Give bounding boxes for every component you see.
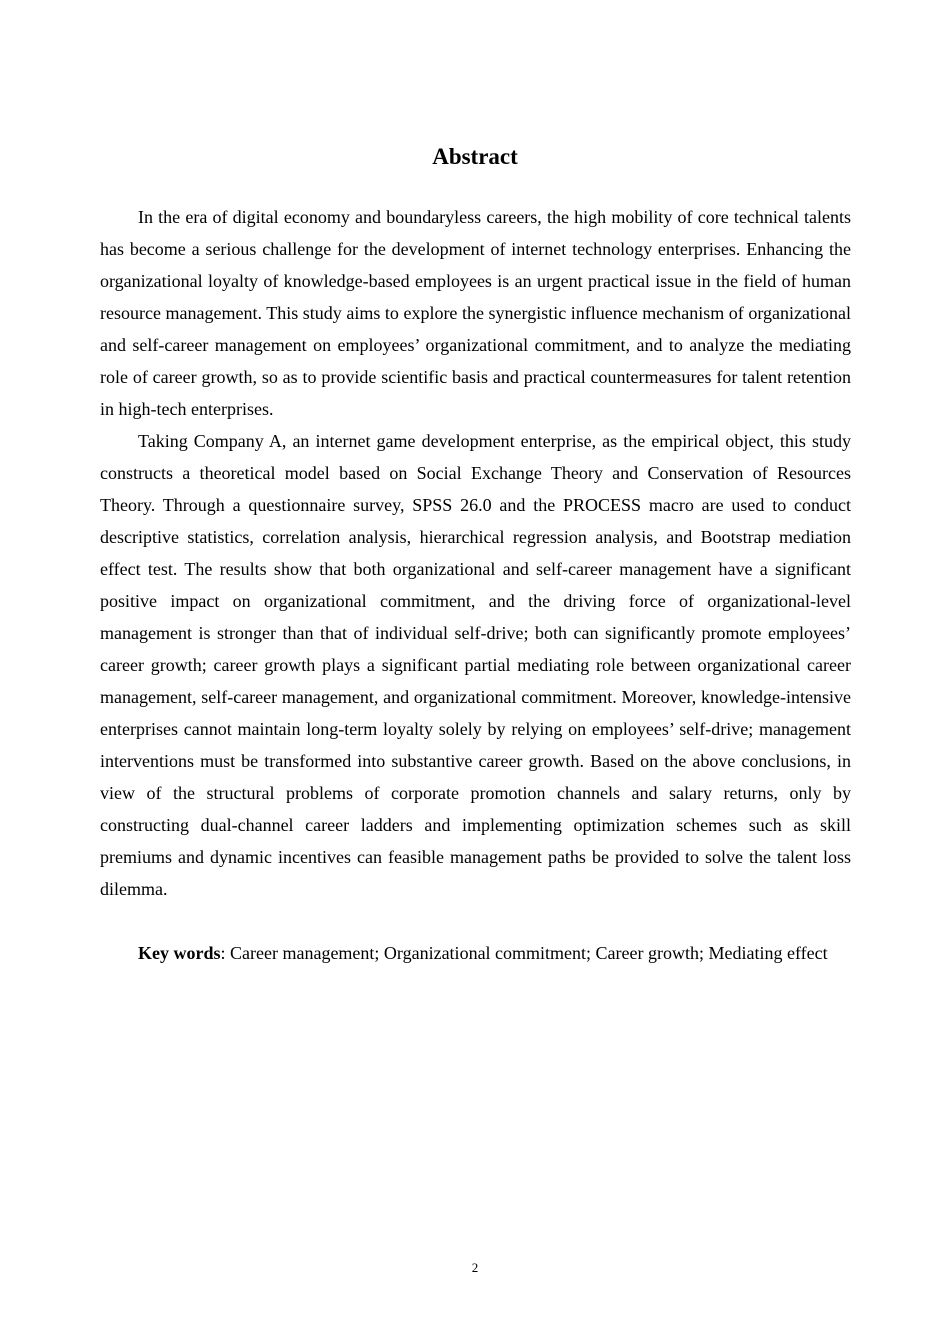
keywords-label: Key words	[138, 943, 221, 963]
keywords-text: : Career management; Organizational commitment; Career growth; Mediating effect	[220, 943, 828, 963]
abstract-paragraph-1: In the era of digital economy and boundaryless careers, the high mobility of core technical talents has become a serious challenge for the development of internet technology enterprises. Enhancing the organizational loyalty of knowledge-based employees is an urgent practical issue in the field of human resource management. This study aims to explore the synergistic influence mechanism of organizational and self-career management on employees’ organizational commitment, and to analyze the mediating role of career growth, so as to provide scientific basis and practical countermeasures for talent retention in high-tech enterprises.	[100, 207, 851, 419]
keywords-line	[100, 937, 851, 969]
abstract-title: Abstract	[432, 144, 518, 169]
abstract-body	[100, 201, 851, 969]
abstract-paragraph-2: Taking Company A, an internet game development enterprise, as the empirical object, this study constructs a theoretical model based on Social Exchange Theory and Conservation of Resources Theory. Through a questionnaire survey, SPSS 26.0 and the PROCESS macro are used to conduct descriptive statistics, correlation analysis, hierarchical regression analysis, and Bootstrap mediation effect test. The results show that both organizational and self-career management have a significant positive impact on organizational commitment, and the driving force of organizational-level management is stronger than that of individual self-drive; both can significantly promote employees’ career growth; career growth plays a significant partial mediating role between organizational career management, self-career management, and organizational commitment. Moreover, knowledge-intensive enterprises cannot maintain long-term loyalty solely by relying on employees’ self-drive; management interventions must be transformed into substantive career growth. Based on the above conclusions, in view of the structural problems of corporate promotion channels and salary returns, only by constructing dual-channel career ladders and implementing optimization schemes such as skill premiums and dynamic incentives can feasible management paths be provided to solve the talent loss dilemma.	[100, 431, 851, 899]
page-number: 2	[471, 1260, 479, 1275]
